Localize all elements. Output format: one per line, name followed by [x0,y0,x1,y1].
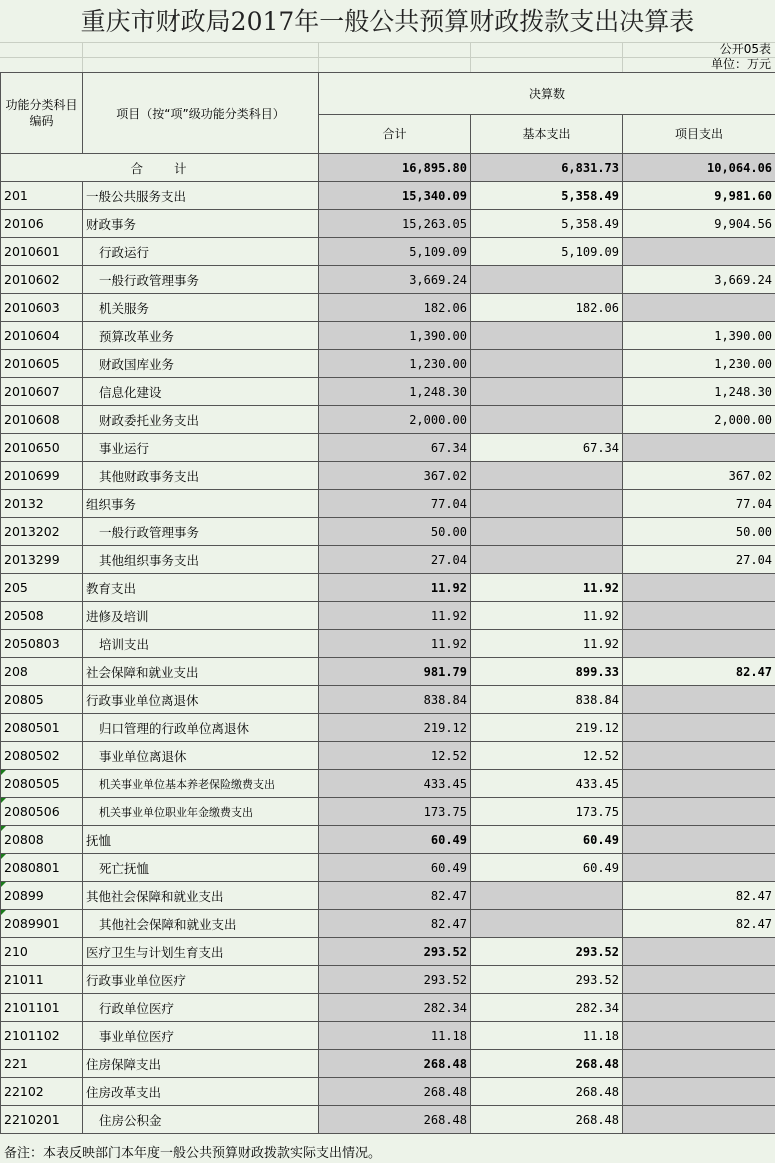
row-project [623,434,775,462]
row-total: 981.79 [319,658,471,686]
table-row [1,798,775,826]
row-total: 2,000.00 [319,406,471,434]
row-basic [471,518,623,546]
table-row [1,994,775,1022]
row-total: 433.45 [319,770,471,798]
row-project: 3,669.24 [623,266,775,294]
row-code: 20106 [1,210,83,238]
row-code: 22102 [1,1078,83,1106]
row-item-name: 住房公积金 [83,1106,319,1134]
row-total: 1,248.30 [319,378,471,406]
row-item-name: 财政国库业务 [83,350,319,378]
row-total: 15,263.05 [319,210,471,238]
row-item-name: 行政事业单位离退休 [83,686,319,714]
row-project: 82.47 [623,910,775,938]
row-code: 205 [1,574,83,602]
row-item-name: 行政单位医疗 [83,994,319,1022]
row-basic: 173.75 [471,798,623,826]
row-project [623,574,775,602]
row-code: 2080501 [1,714,83,742]
project-column-header: 项目支出 [623,114,775,154]
row-basic: 838.84 [471,686,623,714]
table-row [1,826,775,854]
row-item-name: 事业单位离退休 [83,742,319,770]
row-code: 2101101 [1,994,83,1022]
row-total: 282.34 [319,994,471,1022]
row-project [623,686,775,714]
row-code: 210 [1,938,83,966]
row-total: 838.84 [319,686,471,714]
table-row [1,770,775,798]
row-project [623,854,775,882]
row-code: 2089901 [1,910,83,938]
row-item-name: 社会保障和就业支出 [83,658,319,686]
row-code: 2010602 [1,266,83,294]
row-project [623,294,775,322]
row-item-name: 其他财政事务支出 [83,462,319,490]
page-title: 重庆市财政局2017年一般公共预算财政拨款支出决算表 [80,7,695,36]
row-total: 293.52 [319,938,471,966]
table-row [1,462,775,490]
unit-label: 单位：万元 [710,57,771,71]
row-code: 2080506 [1,798,83,826]
row-code: 2013202 [1,518,83,546]
row-basic [471,882,623,910]
total-row-project: 10,064.06 [623,154,775,182]
row-project: 9,981.60 [623,182,775,210]
row-item-name: 财政事务 [83,210,319,238]
row-project: 50.00 [623,518,775,546]
row-item-name: 预算改革业务 [83,322,319,350]
row-basic [471,350,623,378]
row-item-name: 归口管理的行政单位离退休 [83,714,319,742]
row-project [623,742,775,770]
row-item-name: 培训支出 [83,630,319,658]
row-project: 77.04 [623,490,775,518]
row-basic: 268.48 [471,1106,623,1134]
row-total: 15,340.09 [319,182,471,210]
table-row [1,966,775,994]
table-row [1,238,775,266]
row-total: 60.49 [319,826,471,854]
row-code: 2010607 [1,378,83,406]
row-code: 2010604 [1,322,83,350]
table-row [1,546,775,574]
row-total: 268.48 [319,1050,471,1078]
total-column-header: 合计 [319,114,471,154]
table-row [1,1050,775,1078]
table-row [1,574,775,602]
row-item-name: 一般行政管理事务 [83,266,319,294]
row-item-name: 事业运行 [83,434,319,462]
row-total: 11.92 [319,630,471,658]
row-code: 201 [1,182,83,210]
row-code: 2050803 [1,630,83,658]
form-number: 公开05表 [719,42,771,56]
row-basic: 60.49 [471,854,623,882]
row-project [623,714,775,742]
row-basic [471,910,623,938]
row-total: 219.12 [319,714,471,742]
row-project [623,770,775,798]
row-basic [471,490,623,518]
row-item-name: 机关事业单位基本养老保险缴费支出 [83,770,319,798]
table-row [1,630,775,658]
row-total: 268.48 [319,1078,471,1106]
row-basic [471,546,623,574]
row-item-name: 财政委托业务支出 [83,406,319,434]
row-project [623,826,775,854]
row-basic [471,322,623,350]
row-total: 11.92 [319,574,471,602]
row-item-name: 医疗卫生与计划生育支出 [83,938,319,966]
header-row [1,73,775,115]
budget-table [0,72,775,1134]
row-project: 9,904.56 [623,210,775,238]
row-code: 2010608 [1,406,83,434]
row-basic: 5,109.09 [471,238,623,266]
row-code: 2010699 [1,462,83,490]
row-project [623,1078,775,1106]
row-total: 3,669.24 [319,266,471,294]
row-total: 11.18 [319,1022,471,1050]
row-total: 67.34 [319,434,471,462]
row-project [623,602,775,630]
row-total: 77.04 [319,490,471,518]
row-basic: 67.34 [471,434,623,462]
row-basic: 282.34 [471,994,623,1022]
row-basic: 293.52 [471,966,623,994]
row-basic: 293.52 [471,938,623,966]
row-total: 60.49 [319,854,471,882]
footnote: 备注：本表反映部门本年度一般公共预算财政拨款实际支出情况。 [4,1146,382,1161]
table-row [1,714,775,742]
row-item-name: 住房改革支出 [83,1078,319,1106]
row-code: 2101102 [1,1022,83,1050]
table-row [1,518,775,546]
row-code: 21011 [1,966,83,994]
row-total: 11.92 [319,602,471,630]
row-item-name: 机关事业单位职业年金缴费支出 [83,798,319,826]
table-row [1,882,775,910]
row-basic: 433.45 [471,770,623,798]
row-basic: 11.18 [471,1022,623,1050]
row-item-name: 其他社会保障和就业支出 [83,910,319,938]
row-item-name: 信息化建设 [83,378,319,406]
row-project [623,1050,775,1078]
row-basic: 219.12 [471,714,623,742]
grid-line [622,42,623,72]
row-total: 268.48 [319,1106,471,1134]
row-item-name: 组织事务 [83,490,319,518]
row-item-name: 行政运行 [83,238,319,266]
basic-column-header: 基本支出 [471,114,623,154]
total-row-basic: 6,831.73 [471,154,623,182]
row-item-name: 其他社会保障和就业支出 [83,882,319,910]
row-code: 221 [1,1050,83,1078]
row-basic: 60.49 [471,826,623,854]
row-code: 2080801 [1,854,83,882]
row-project: 1,248.30 [623,378,775,406]
row-item-name: 死亡抚恤 [83,854,319,882]
table-row [1,910,775,938]
row-item-name: 教育支出 [83,574,319,602]
row-project: 367.02 [623,462,775,490]
row-total: 5,109.09 [319,238,471,266]
row-total: 1,230.00 [319,350,471,378]
row-basic: 268.48 [471,1050,623,1078]
row-project [623,994,775,1022]
row-code: 20805 [1,686,83,714]
row-project [623,238,775,266]
row-project [623,1106,775,1134]
row-basic [471,378,623,406]
table-row [1,266,775,294]
row-code: 2010605 [1,350,83,378]
grid-line [0,42,775,43]
row-code: 20132 [1,490,83,518]
table-row [1,1078,775,1106]
row-total: 173.75 [319,798,471,826]
row-project: 1,230.00 [623,350,775,378]
table-row [1,210,775,238]
row-project: 1,390.00 [623,322,775,350]
row-total: 27.04 [319,546,471,574]
row-basic: 11.92 [471,574,623,602]
row-basic [471,406,623,434]
item-column-header: 项目（按“项”级功能分类科目） [83,73,319,154]
row-basic [471,462,623,490]
table-row [1,658,775,686]
row-code: 20508 [1,602,83,630]
row-total: 367.02 [319,462,471,490]
code-column-header: 功能分类科目编码 [1,73,83,154]
row-project [623,966,775,994]
row-basic: 11.92 [471,630,623,658]
row-total: 1,390.00 [319,322,471,350]
row-code: 2210201 [1,1106,83,1134]
row-total: 12.52 [319,742,471,770]
row-basic: 5,358.49 [471,210,623,238]
row-total: 50.00 [319,518,471,546]
table-row [1,294,775,322]
table-row [1,378,775,406]
row-project: 82.47 [623,882,775,910]
row-code: 20899 [1,882,83,910]
row-item-name: 一般公共服务支出 [83,182,319,210]
grid-line [318,42,319,72]
table-row [1,406,775,434]
row-project: 2,000.00 [623,406,775,434]
row-project: 82.47 [623,658,775,686]
table-row [1,854,775,882]
row-project: 27.04 [623,546,775,574]
row-item-name: 事业单位医疗 [83,1022,319,1050]
row-project [623,1022,775,1050]
row-item-name: 抚恤 [83,826,319,854]
row-basic: 182.06 [471,294,623,322]
grid-line [82,42,83,72]
table-row [1,1022,775,1050]
row-code: 2010601 [1,238,83,266]
total-row-label: 合 计 [1,154,319,182]
row-basic: 12.52 [471,742,623,770]
table-row [1,490,775,518]
table-row [1,1106,775,1134]
row-code: 2013299 [1,546,83,574]
row-item-name: 行政事业单位医疗 [83,966,319,994]
row-item-name: 其他组织事务支出 [83,546,319,574]
row-total: 82.47 [319,882,471,910]
row-total: 82.47 [319,910,471,938]
table-row [1,686,775,714]
row-basic: 11.92 [471,602,623,630]
row-item-name: 机关服务 [83,294,319,322]
row-item-name: 住房保障支出 [83,1050,319,1078]
table-row [1,182,775,210]
table-row [1,938,775,966]
table-row [1,434,775,462]
row-basic: 5,358.49 [471,182,623,210]
final-amount-header: 决算数 [319,73,775,115]
row-project [623,630,775,658]
total-row-total: 16,895.80 [319,154,471,182]
row-basic: 899.33 [471,658,623,686]
table-row [1,742,775,770]
row-code: 2080505 [1,770,83,798]
table-row [1,350,775,378]
row-total: 182.06 [319,294,471,322]
row-item-name: 一般行政管理事务 [83,518,319,546]
row-basic [471,266,623,294]
row-code: 2080502 [1,742,83,770]
row-project [623,798,775,826]
row-code: 208 [1,658,83,686]
row-code: 20808 [1,826,83,854]
table-row [1,602,775,630]
table-row [1,322,775,350]
grid-line [0,57,775,58]
row-total: 293.52 [319,966,471,994]
row-project [623,938,775,966]
total-row [1,154,775,182]
row-basic: 268.48 [471,1078,623,1106]
grid-line [470,42,471,72]
row-code: 2010650 [1,434,83,462]
row-code: 2010603 [1,294,83,322]
row-item-name: 进修及培训 [83,602,319,630]
